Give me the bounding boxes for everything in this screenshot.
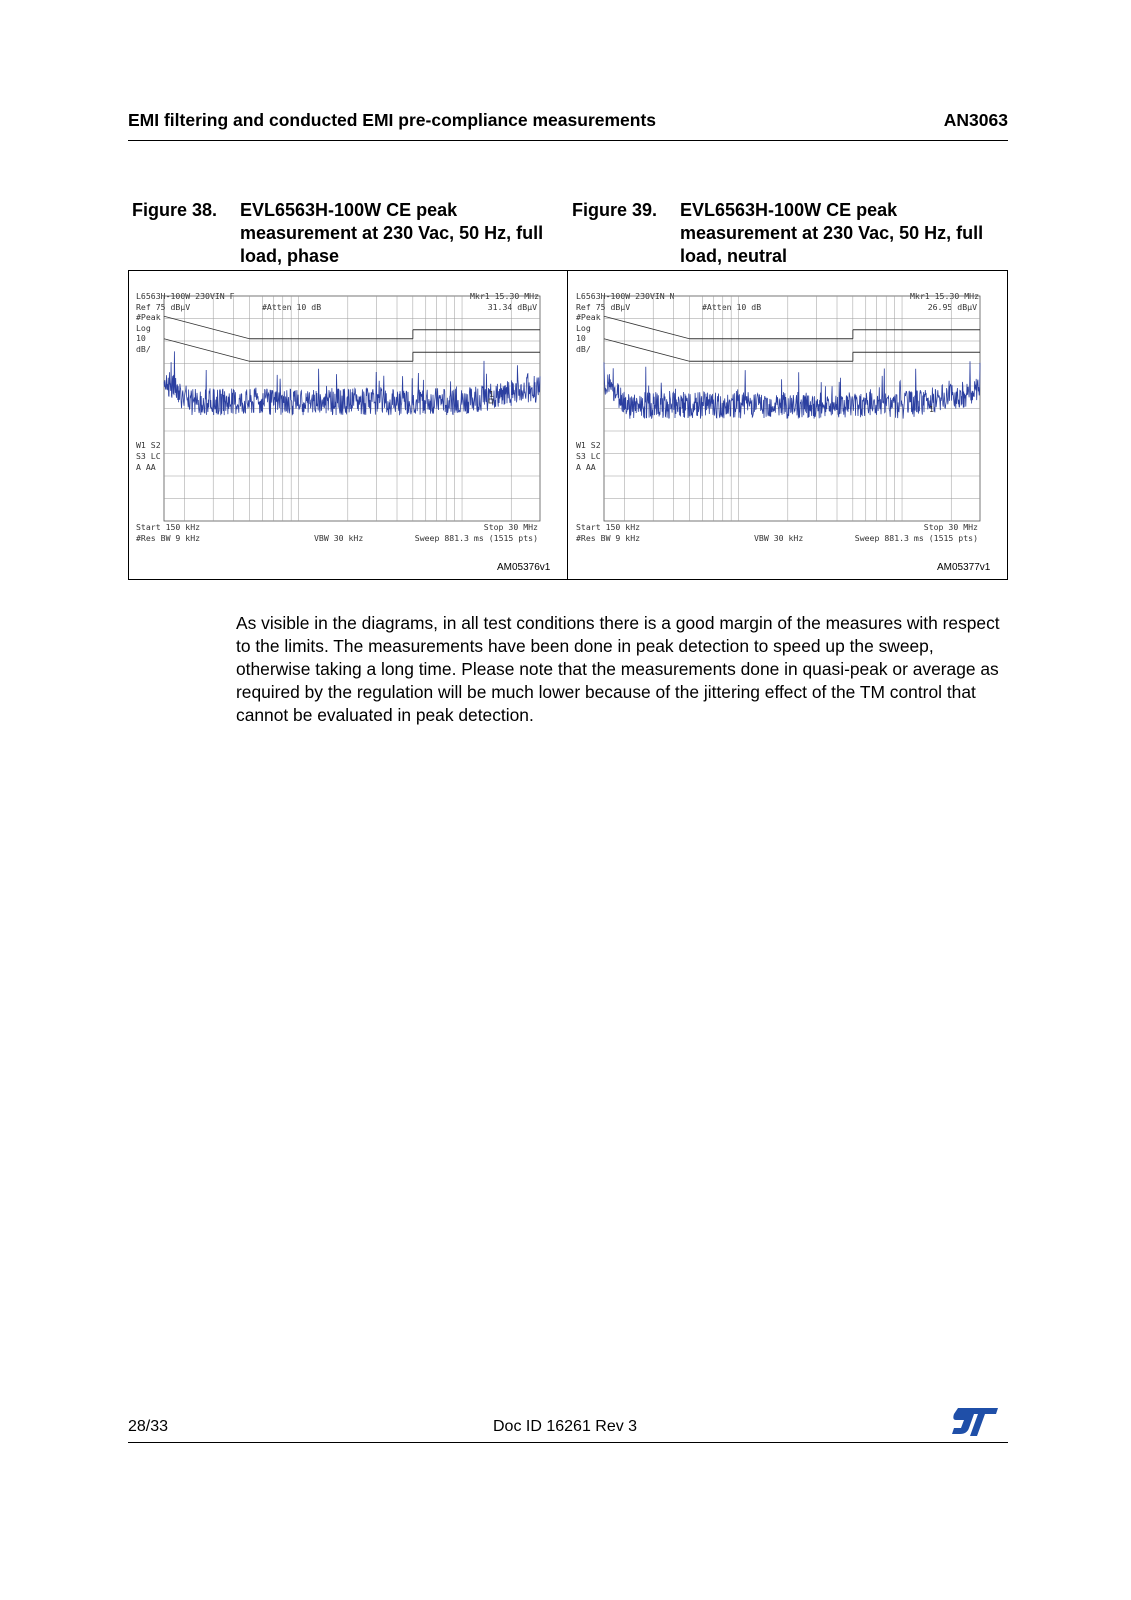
attenuation: #Atten 10 dB [702,302,762,312]
trace-line: A AA [136,462,156,472]
limit-qp-slope [164,316,249,339]
limit-avg-slope [164,339,249,362]
marker-value: 26.95 dBµV [927,302,977,312]
figure-divider [567,270,568,580]
stop-frequency: Stop 30 MHz [923,522,978,532]
marker-frequency: Mkr1 15.30 MHz [909,291,979,301]
section-title: EMI filtering and conducted EMI pre-compliance measurements [128,110,657,130]
analyzer-screen [134,286,560,571]
mode-line: #Peak [576,312,601,322]
trace-line: W1 S2 [576,440,601,450]
attenuation: #Atten 10 dB [262,302,322,312]
limit-qp-slope [604,316,689,339]
body-paragraph: As visible in the diagrams, in all test conditions there is a good margin of the measures with respect to the limits. The measurements have been done in peak detection to speed up the sweep, otherwise taking a long time. Please note that the measurements done in quasi-peak or average as required by the regulation will be much lower because of the jittering effect of the TM control that cannot be evaluated in peak detection. [236,613,1000,726]
marker-label: 1 [929,404,934,414]
marker-frequency: Mkr1 15.30 MHz [469,291,539,301]
resolution-bandwidth: #Res BW 9 kHz [136,533,201,543]
figure-id: AM05376v1 [497,562,551,573]
plot-title: L6563H-100W 230VIN N [576,291,675,301]
mode-line: #Peak [136,312,161,322]
sweep-time: Sweep 881.3 ms (1515 pts) [854,533,978,543]
trace-line: A AA [576,462,596,472]
mode-line: dB/ [136,344,151,354]
ref-level: Ref 75 dBµV [136,302,191,312]
sweep-time: Sweep 881.3 ms (1515 pts) [414,533,538,543]
marker-value: 31.34 dBµV [487,302,537,312]
limit-avg-slope [604,339,689,362]
analyzer-screen [574,286,1000,571]
figure-number: Figure 39. [572,200,658,220]
mode-line: 10 [136,333,146,343]
page-number: 28/33 [128,1418,169,1435]
ref-level: Ref 75 dBµV [576,302,631,312]
emission-trace [604,361,980,419]
plot-title: L6563H-100W 230VIN F [136,291,235,301]
figure-caption-text: EVL6563H-100W CE peak measurement at 230 Vac, 50 Hz, full load, neutral [680,200,984,266]
stop-frequency: Stop 30 MHz [483,522,538,532]
start-frequency: Start 150 kHz [136,522,201,532]
emi-plot-phase [134,286,560,571]
document-code: AN3063 [943,110,1008,130]
mode-line: Log [576,323,591,333]
video-bandwidth: VBW 30 kHz [754,533,804,543]
limit-lines [164,316,540,361]
figure-caption-text: EVL6563H-100W CE peak measurement at 230 Vac, 50 Hz, full load, phase [240,200,544,266]
marker-point [489,389,494,403]
trace-line: S3 LC [576,451,601,461]
mode-line: 10 [576,333,586,343]
start-frequency: Start 150 kHz [576,522,641,532]
limit-lines [604,316,980,361]
st-logo-icon [950,1406,1000,1438]
resolution-bandwidth: #Res BW 9 kHz [576,533,641,543]
doc-id: Doc ID 16261 Rev 3 [493,1418,638,1435]
marker-label: 1 [489,389,494,399]
page-header [128,110,1008,141]
video-bandwidth: VBW 30 kHz [314,533,364,543]
figure-id: AM05377v1 [937,562,991,573]
marker-point [929,404,934,414]
trace-line: W1 S2 [136,440,161,450]
figure-number: Figure 38. [132,200,218,220]
emi-plot-neutral [574,286,1000,571]
mode-line: dB/ [576,344,591,354]
mode-line: Log [136,323,151,333]
trace-line: S3 LC [136,451,161,461]
page-footer [128,1418,1008,1443]
